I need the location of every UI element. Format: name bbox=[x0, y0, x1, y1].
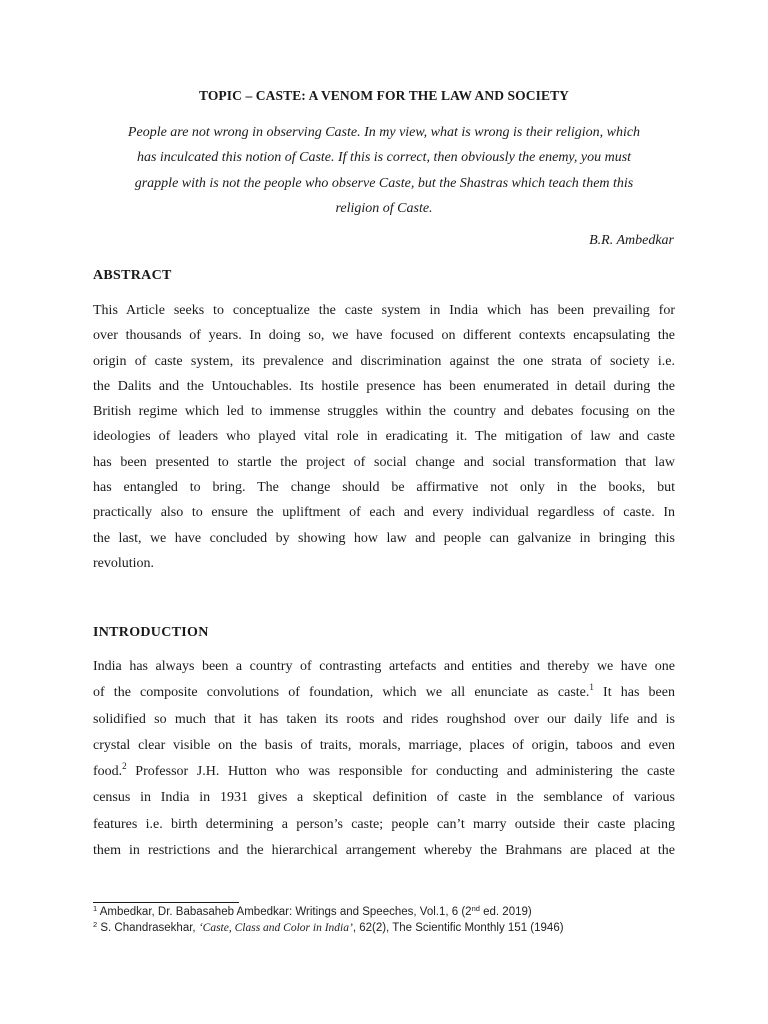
footnote-mark: 1 bbox=[93, 904, 98, 913]
paragraph-line: solidified so much that it has taken its roots and rides roughshod over our daily life and is bbox=[93, 711, 675, 727]
text-run: food. bbox=[93, 764, 123, 780]
paragraph-line: census in India in 1931 gives a skeptical definition of caste in the semblance of various bbox=[93, 790, 675, 806]
introduction-heading: INTRODUCTION bbox=[93, 625, 209, 640]
paragraph-line: the last, we have concluded by showing how law and people can galvanize in bringing this bbox=[93, 530, 675, 546]
epigraph-line: has inculcated this notion of Caste. If this is correct, then obviously the enemy, you must bbox=[136, 150, 632, 166]
footnote-mark: 2 bbox=[93, 920, 98, 929]
text-run: It has been bbox=[593, 685, 675, 701]
footnote-text: ed. 2019) bbox=[479, 906, 532, 918]
paragraph-line: ideologies of leaders who played vital role in eradicating it. The mitigation of law and caste bbox=[93, 429, 675, 445]
page-title: TOPIC – CASTE: A VENOM FOR THE LAW AND SOCIETY bbox=[198, 88, 570, 103]
paragraph-line: has been presented to startle the project of social change and social transformation that law bbox=[93, 454, 675, 470]
footnote-text: S. Chandrasekhar, bbox=[97, 922, 199, 934]
footnote-ref-2[interactable]: 2 bbox=[122, 761, 127, 772]
paragraph-line: origin of caste system, its prevalence and discrimination against the one strata of society i.e. bbox=[93, 353, 675, 369]
footnote-title: ‘Caste, Class and Color in India’ bbox=[198, 922, 353, 934]
paragraph-line: the Dalits and the Untouchables. Its hostile presence has been enumerated in detail during the bbox=[93, 378, 675, 394]
text-run: of the composite convolutions of foundation, which we all enunciate as caste. bbox=[93, 685, 590, 701]
paragraph-line: practically also to ensure the upliftment of each and every individual regardless of caste. In bbox=[93, 505, 675, 521]
epigraph-author: B.R. Ambedkar bbox=[589, 233, 674, 248]
paragraph-line bbox=[93, 759, 675, 785]
abstract-paragraph bbox=[93, 298, 675, 576]
paragraph-line: This Article seeks to conceptualize the caste system in India which has been prevailing for bbox=[93, 303, 675, 318]
paragraph-line: India has always been a country of contrasting artefacts and entities and thereby we have one bbox=[93, 659, 675, 674]
epigraph-line: People are not wrong in observing Caste. In my view, what is wrong is their religion, which bbox=[127, 125, 641, 140]
footnote-2 bbox=[93, 922, 564, 934]
footnote-1 bbox=[93, 906, 532, 918]
text-run: Professor J.H. Hutton who was responsible for conducting and administering the caste bbox=[126, 764, 675, 780]
footnote-ref-1[interactable]: 1 bbox=[589, 682, 594, 693]
paragraph-line: them in restrictions and the hierarchical arrangement whereby the Brahmans are placed at the bbox=[93, 843, 675, 859]
paragraph-line: British regime which led to immense struggles within the country and debates focusing on the bbox=[93, 404, 675, 420]
abstract-heading: ABSTRACT bbox=[93, 268, 172, 283]
paragraph-line: crystal clear visible on the basis of traits, morals, marriage, places of origin, taboos and even bbox=[93, 737, 675, 753]
footnote-separator bbox=[93, 902, 239, 903]
introduction-paragraph bbox=[93, 654, 675, 864]
footnote-text: Ambedkar, Dr. Babasaheb Ambedkar: Writings and Speeches, Vol.1, 6 (2 bbox=[97, 906, 472, 918]
paragraph-line: has entangled to bring. The change should be affirmative not only in the books, but bbox=[93, 480, 675, 496]
footnote-text: , 62(2), The Scientific Monthly 151 (1946) bbox=[352, 922, 564, 934]
epigraph-line: religion of Caste. bbox=[335, 200, 433, 216]
paragraph-line: features i.e. birth determining a person’s caste; people can’t marry outside their caste placing bbox=[93, 816, 675, 832]
paragraph-line: revolution. bbox=[93, 555, 155, 571]
paragraph-line bbox=[93, 680, 675, 706]
paragraph-line: over thousands of years. In doing so, we have focused on different contexts encapsulating the bbox=[93, 328, 675, 344]
epigraph-quote bbox=[92, 120, 676, 221]
footnote-superscript: nd bbox=[471, 904, 480, 913]
epigraph-line: grapple with is not the people who observe Caste, but the Shastras which teach them this bbox=[134, 175, 634, 191]
